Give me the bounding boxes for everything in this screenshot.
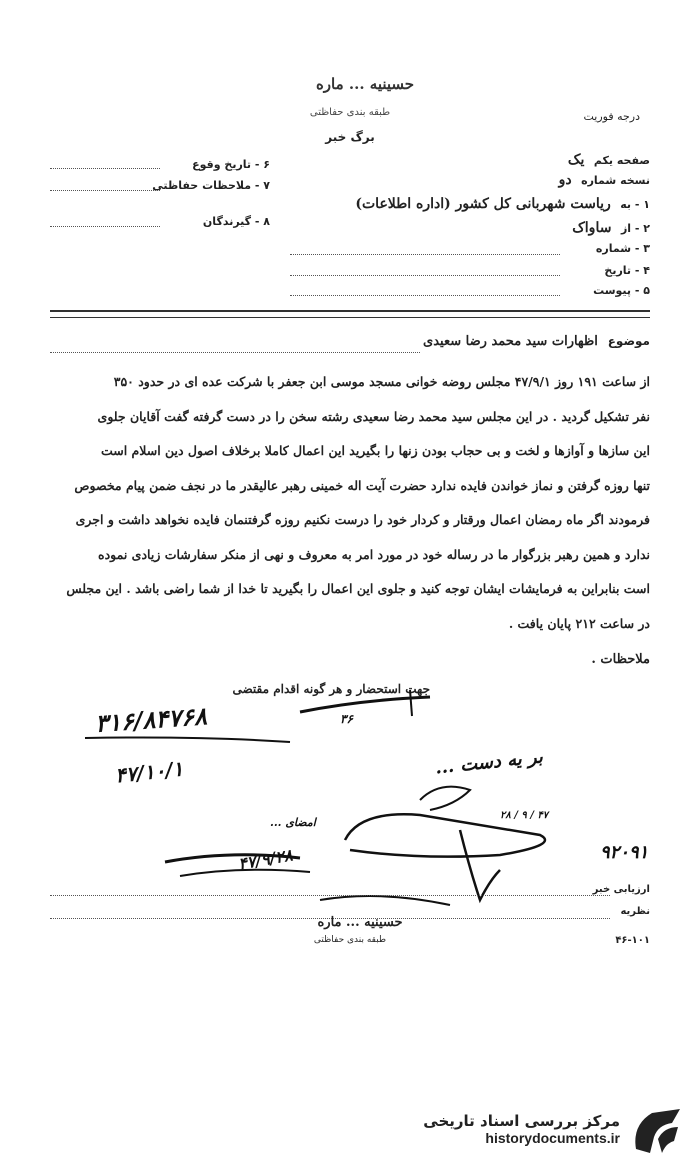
- form-title: برگ خبر: [325, 130, 375, 144]
- body-line: تنها روزه گرفتن و نماز خواندن فایده ندارد حضرت آیت اله خمینی رهبر عالیقدر ما در نجف ضمن پیام مخصوص: [74, 477, 650, 493]
- field-value: ریاست شهربانی کل کشور (اداره اطلاعات): [355, 196, 611, 212]
- body-line: از ساعت ۱۹۱ روز ۴۷/۹/۱ مجلس روضه خوانی مسجد موسی ابن جعفر با شرکت عده ای در حدود ۳۵۰: [113, 374, 650, 389]
- handwritten-file-number: ۳۱۶/۸۴۷۶۸: [94, 701, 208, 738]
- field-value: دو: [558, 172, 572, 188]
- handwritten-date: ۴۷/۱۰/۱: [113, 756, 185, 788]
- evaluation-label: ارزیابی خبر: [592, 884, 650, 895]
- field-label: ۳ - شماره: [595, 242, 650, 255]
- header-stamp: حسینیه ... ماره: [315, 75, 415, 93]
- field-label: ۵ - پیوست: [593, 284, 650, 297]
- archive-logo-icon: [628, 1105, 688, 1161]
- body-line: ندارد و همین رهبر بزرگوار ما در رساله خود در مورد امر به معروف و نهی از منکر سفارشات زیادی نموده: [98, 546, 650, 562]
- body-line: فرمودند اگر ماه رمضان اعمال ورقتار و کردار خود را درست نکنیم روزه گرفتنمان فایده نخواهد داشت و اجری: [75, 512, 650, 527]
- dotted-line: [50, 895, 610, 896]
- field-value: یک: [567, 152, 585, 168]
- handwritten-note: بر یه دست ...: [434, 746, 544, 779]
- remarks-label: ملاحظات .: [591, 652, 650, 667]
- field-label: ۶ - تاریخ وقوع: [192, 158, 270, 171]
- classification-label: طبقه بندی حفاظتی: [309, 107, 391, 118]
- subject-label: موضوع: [607, 334, 650, 348]
- field-label: ۲ - از: [620, 222, 650, 235]
- handwritten-small-date: ۲۸ / ۹ / ۴۷: [500, 810, 549, 821]
- field-label: نسخه شماره: [581, 174, 650, 187]
- body-line: در ساعت ۲۱۲ پایان یافت .: [508, 615, 650, 631]
- handwritten-sign-date: ۴۷/۹/۲۸: [236, 845, 294, 874]
- watermark-site: historydocuments.ir: [485, 1130, 620, 1146]
- field-label: ۷ - ملاحظات حفاظتی: [152, 179, 270, 192]
- urgency-label: درجه فوریت: [583, 110, 640, 123]
- field-value: ساواک: [572, 220, 612, 236]
- field-label: ۸ - گیرندگان: [202, 215, 270, 228]
- watermark: [423, 1112, 620, 1146]
- handwritten-number: ۹۲۰۹۱: [600, 842, 649, 863]
- form-code: ۴۶-۱۰۱: [615, 935, 650, 946]
- field-label: صفحه یکم: [593, 154, 650, 167]
- field-label: ۴ - تاریخ: [604, 264, 650, 277]
- handwritten-serial: ۳۶: [340, 712, 353, 726]
- footer-stamp: حسینیه ... ماره: [317, 915, 403, 930]
- handwritten-label: امضای ...: [270, 816, 316, 829]
- reason-text: جهت استحضار و هر گونه اقدام مقتضی: [232, 682, 430, 696]
- subject-value: اظهارات سید محمد رضا سعیدی: [423, 334, 598, 349]
- watermark-org: مرکز بررسی اسناد تاریخی: [423, 1112, 620, 1130]
- field-label: ۱ - به: [620, 198, 650, 211]
- footer-classification: طبقه بندی حفاظتی: [313, 935, 387, 945]
- body-line: نفر تشکیل گردید . در این مجلس سید محمد رضا سعیدی رشته سخن را در دست گرفته گفت آقایان جلوی: [97, 408, 650, 424]
- body-line: است بنابراین به فرمایشات ایشان توجه کنید و جلوی این اعمال را بگیرید تا خدا از شما راضی باشد . این مجلس: [66, 581, 650, 596]
- body-line: این سازها و آوازها و لخت و بی حجاب بودن زنها را بگیرید این اعمال کاملا برخلاف اصول دین اسلام است: [100, 443, 650, 458]
- opinion-label: نظریه: [620, 906, 650, 917]
